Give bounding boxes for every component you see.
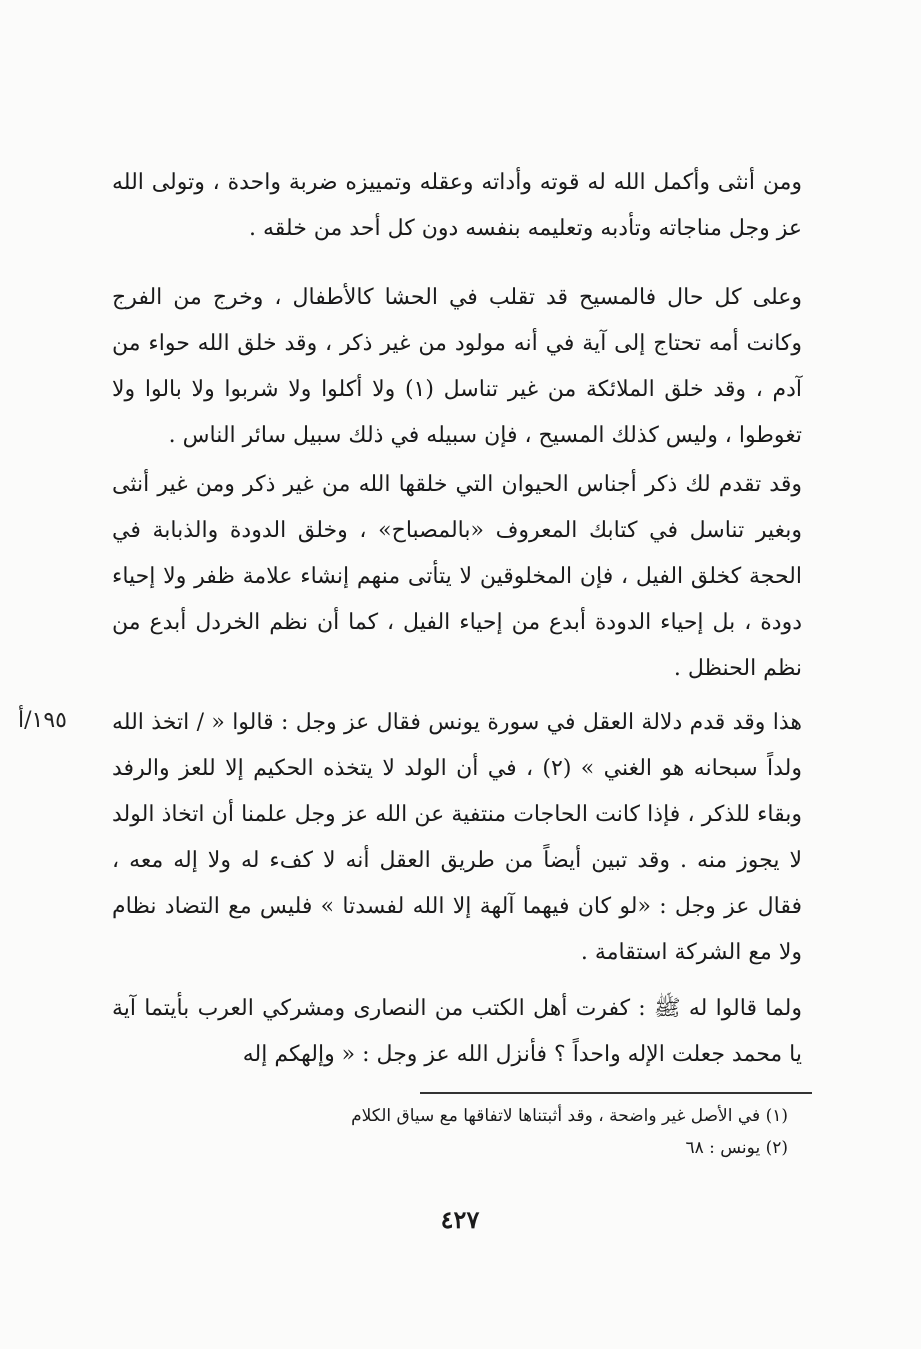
paragraph-1: ومن أنثى وأكمل الله له قوته وأداته وعقله وتمييزه ضربة واحدة ، وتولى الله عز وجل مناجاته وتأدبه وتعليمه بنفسه دون كل أحد من خلقه .: [112, 170, 802, 241]
manuscript-folio-note: ١٩٥/أ: [18, 708, 67, 733]
paragraph-3: وقد تقدم لك ذكر أجناس الحيوان التي خلقها الله من غير ذكر ومن غير أنثى وبغير تناسل في كتابك المعروف «بالمصباح» ، وخلق الدودة والذبابة في الحجة كخلق الفيل ، فإن المخلوقين لا يتأتى منهم إنشاء علامة ظفر ولا إحياء دودة ، بل إحياء الدودة أبدع من إحياء الفيل ، كما أن نظم الخردل أبدع من نظم الحنظل .: [112, 472, 802, 681]
paragraph-4: هذا وقد قدم دلالة العقل في سورة يونس فقال عز وجل : قالوا « / اتخذ الله ولداً سبحانه هو الغني » (٢) ، في أن الولد لا يتخذه الحكيم إلا للعز والرفد وبقاء للذكر ، فإذا كانت الحاجات منتفية عن الله عز وجل علمنا أن اتخاذ الولد لا يجوز منه . وقد تبين أيضاً من طريق العقل أنه لا كفء له ولا إله معه ، فقال عز وجل : «لو كان فيهما آلهة إلا الله لفسدتا » فليس مع التضاد نظام ولا مع الشركة استقامة .: [112, 710, 802, 965]
footnote-divider: [420, 1092, 812, 1094]
footnote-2: (٢) يونس : ٦٨: [685, 1138, 788, 1158]
paragraph-2: وعلى كل حال فالمسيح قد تقلب في الحشا كالأطفال ، وخرج من الفرج وكانت أمه تحتاج إلى آية في أنه مولود من غير ذكر ، وقد خلق الله حواء من آدم ، وقد خلق الملائكة من غير تناسل (١) ولا أكلوا ولا شربوا ولا بالوا ولا تغوطوا ، وليس كذلك المسيح ، فإن سبيله في ذلك سبيل سائر الناس .: [112, 285, 802, 448]
page-number: ٤٢٧: [440, 1205, 480, 1234]
paragraph-5: ولما قالوا له ﷺ : كفرت أهل الكتب من النصارى ومشركي العرب بأيتما آية يا محمد جعلت الإله واحداً ؟ فأنزل الله عز وجل : « وإلهكم إله: [112, 996, 802, 1067]
footnote-1: (١) في الأصل غير واضحة ، وقد أثبتناها لاتفاقها مع سياق الكلام: [351, 1106, 788, 1126]
footnotes: [300, 1100, 788, 1164]
